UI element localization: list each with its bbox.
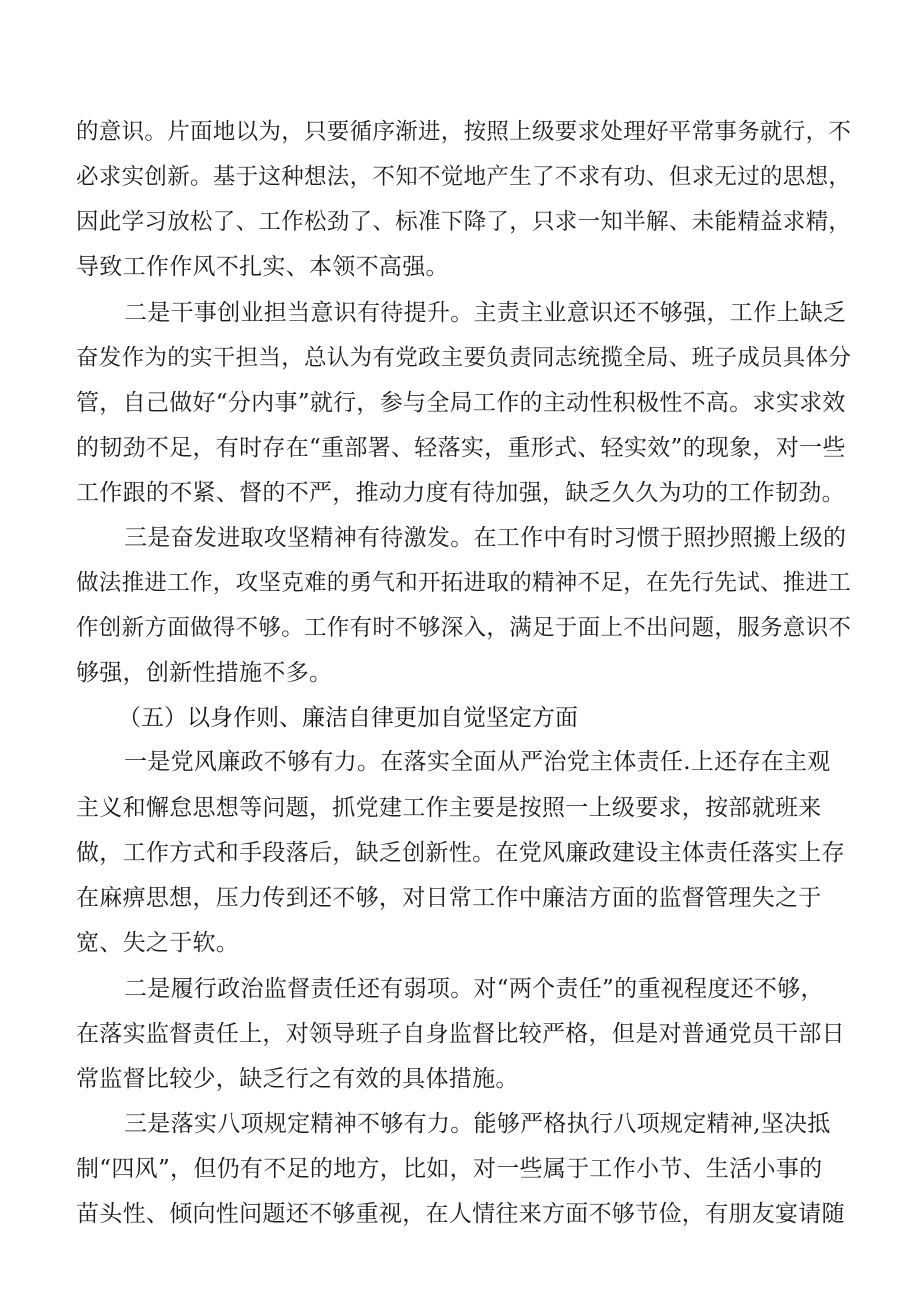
paragraph-line: 导致工作作风不扎实、本领不高强。 bbox=[76, 254, 449, 280]
paragraph-line: 管，自己做好“分内事”就行，参与全局工作的主动性积极性不高。求实求效 bbox=[76, 390, 846, 416]
paragraph-line: 做，工作方式和手段落后，缺乏创新性。在党风廉政建设主体责任落实上存 bbox=[76, 840, 845, 866]
paragraph-line: 制“四风”，但仍有不足的地方，比如，对一些属于工作小节、生活小事的 bbox=[76, 1156, 823, 1182]
paragraph-line: 因此学习放松了、工作松劲了、标准下降了，只求一知半解、未能精益求精， bbox=[76, 209, 852, 235]
paragraph-line: 奋发作为的实干担当，总认为有党政主要负责同志统揽全局、班子成员具体分 bbox=[76, 345, 852, 371]
paragraph-line: 苗头性、倾向性问题还不够重视，在人情往来方面不够节俭，有朋友宴请随 bbox=[76, 1201, 845, 1227]
paragraph-line: 的韧劲不足，有时存在“重部署、轻落实，重形式、轻实效”的现象，对一些 bbox=[76, 435, 846, 461]
paragraph-line: 作创新方面做得不够。工作有时不够深入，满足于面上不出问题，服务意识不 bbox=[76, 615, 852, 641]
paragraph-line: 宽、失之于软。 bbox=[76, 930, 240, 956]
paragraph-line: 在落实监督责任上，对领导班子自身监督比较严格，但是对普通党员干部日 bbox=[76, 1021, 845, 1047]
paragraph-line: 必求实创新。基于这种想法，不知不觉地产生了不求有功、但求无过的思想， bbox=[76, 164, 852, 190]
paragraph-line: 够强，创新性措施不多。 bbox=[76, 660, 333, 686]
paragraph-line: 常监督比较少，缺乏行之有效的具体措施。 bbox=[76, 1066, 519, 1092]
paragraph-line: 做法推进工作，攻坚克难的勇气和开拓进取的精神不足，在先行先试、推进工 bbox=[76, 570, 852, 596]
paragraph-line: 工作跟的不紧、督的不严，推动力度有待加强，缺乏久久为功的工作韧劲。 bbox=[76, 480, 845, 506]
paragraph-line: 一是党风廉政不够有力。在落实全面从严治党主体责任.上还存在主观 bbox=[124, 749, 831, 775]
paragraph-line: 的意识。片面地以为，只要循序渐进，按照上级要求处理好平常事务就行，不 bbox=[76, 119, 852, 145]
paragraph-line: 三是落实八项规定精神不够有力。能够严格执行八项规定精神,坚决抵 bbox=[124, 1111, 831, 1137]
section-heading: （五）以身作则、廉洁自律更加自觉坚定方面 bbox=[118, 705, 578, 731]
paragraph-line: 主义和懈怠思想等问题，抓党建工作主要是按照一上级要求，按部就班来 bbox=[76, 795, 822, 821]
paragraph-line: 三是奋发进取攻坚精神有待激发。在工作中有时习惯于照抄照搬上级的 bbox=[124, 525, 847, 551]
paragraph-line: 在麻痹思想，压力传到还不够，对日常工作中廉洁方面的监督管理失之于 bbox=[76, 885, 822, 911]
paragraph-line: 二是干事创业担当意识有待提升。主责主业意识还不够强，工作上缺乏 bbox=[124, 300, 847, 326]
paragraph-line: 二是履行政治监督责任还有弱项。对“两个责任”的重视程度还不够， bbox=[124, 976, 824, 1002]
